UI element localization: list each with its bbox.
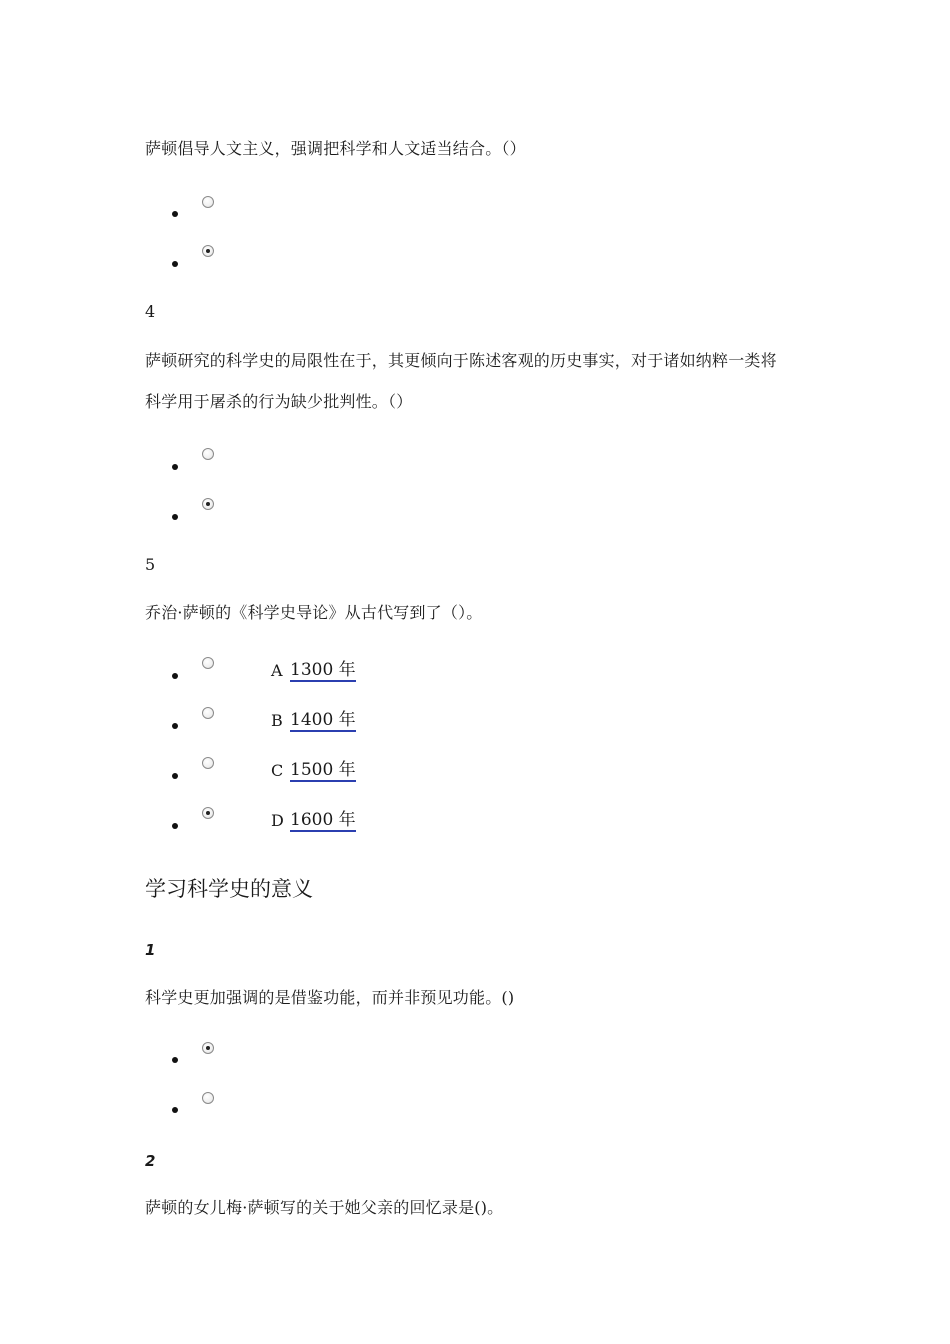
question-text: 乔治·萨顿的《科学史导论》从古代写到了（）。 <box>145 603 483 622</box>
radio-option-c[interactable] <box>202 757 214 769</box>
option-letter: D <box>271 811 284 830</box>
question-text: 萨顿倡导人文主义，强调把科学和人文适当结合。（） <box>145 139 526 158</box>
bullet <box>172 823 178 829</box>
question-number: 4 <box>145 302 156 321</box>
option-letter: A <box>271 661 283 680</box>
question-number: 2 <box>145 1152 156 1170</box>
bullet <box>172 1057 178 1063</box>
bullet <box>172 261 178 267</box>
bullet <box>172 1107 178 1113</box>
radio-false-selected[interactable] <box>202 498 214 510</box>
question-number: 5 <box>145 555 156 574</box>
question-text-line2: 科学用于屠杀的行为缺少批判性。（） <box>145 392 413 411</box>
radio-option-b[interactable] <box>202 707 214 719</box>
radio-true[interactable] <box>202 196 214 208</box>
option-link-a[interactable]: 1300 年 <box>290 660 356 680</box>
option-letter: B <box>271 711 283 730</box>
question-text: 萨顿的女儿梅·萨顿写的关于她父亲的回忆录是()。 <box>145 1198 504 1217</box>
question-number: 1 <box>145 941 156 959</box>
question-text: 科学史更加强调的是借鉴功能，而并非预见功能。() <box>145 988 515 1007</box>
bullet <box>172 464 178 470</box>
bullet <box>172 211 178 217</box>
radio-option-a[interactable] <box>202 657 214 669</box>
question-text-line1: 萨顿研究的科学史的局限性在于，其更倾向于陈述客观的历史事实，对于诸如纳粹一类将 <box>145 351 777 370</box>
option-link-d[interactable]: 1600 年 <box>290 810 356 830</box>
radio-false-selected[interactable] <box>202 245 214 257</box>
bullet <box>172 514 178 520</box>
radio-true-selected[interactable] <box>202 1042 214 1054</box>
option-letter: C <box>271 761 284 780</box>
option-link-b[interactable]: 1400 年 <box>290 710 356 730</box>
radio-false[interactable] <box>202 1092 214 1104</box>
bullet <box>172 773 178 779</box>
bullet <box>172 723 178 729</box>
section-title: 学习科学史的意义 <box>145 877 313 901</box>
radio-true[interactable] <box>202 448 214 460</box>
bullet <box>172 673 178 679</box>
radio-option-d-selected[interactable] <box>202 807 214 819</box>
option-link-c[interactable]: 1500 年 <box>290 760 356 780</box>
